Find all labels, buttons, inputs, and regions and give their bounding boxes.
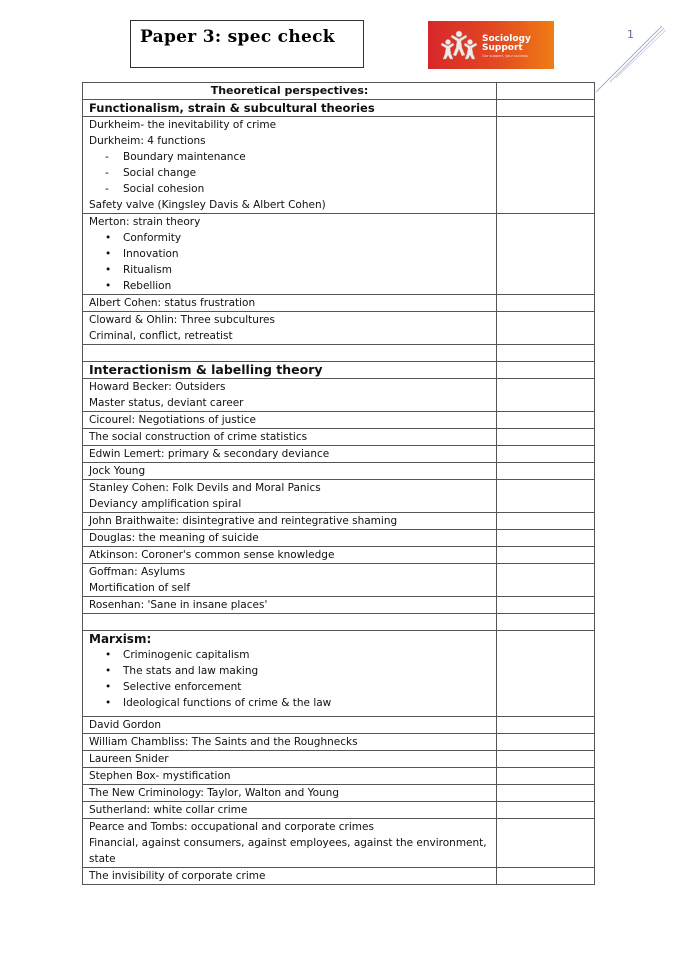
bullet-icon: • xyxy=(105,697,112,709)
dash-bullet-icon: - xyxy=(105,167,109,179)
topic-cell xyxy=(83,597,497,614)
list-item xyxy=(89,695,490,711)
table-row xyxy=(83,312,595,345)
check-cell[interactable] xyxy=(497,463,595,480)
people-figures-icon xyxy=(440,30,478,60)
topic-cell xyxy=(83,631,497,717)
topic-text: Stephen Box- mystification xyxy=(89,770,231,782)
list-item-text: Criminogenic capitalism xyxy=(123,649,250,661)
topic-cell xyxy=(83,819,497,868)
table-row xyxy=(83,214,595,295)
table-row xyxy=(83,379,595,412)
check-cell[interactable] xyxy=(497,214,595,295)
list-item xyxy=(89,149,490,165)
topic-text: Goffman: Asylums xyxy=(89,566,186,578)
table-row xyxy=(83,868,595,885)
topic-cell xyxy=(83,100,497,117)
table-row xyxy=(83,412,595,429)
check-cell[interactable] xyxy=(497,295,595,312)
topic-cell xyxy=(83,734,497,751)
topic-text: state xyxy=(89,853,116,865)
blank-row xyxy=(83,614,595,631)
topic-text: Jock Young xyxy=(89,465,146,477)
list-item-text: Selective enforcement xyxy=(123,681,242,693)
section-heading: Functionalism, strain & subcultural theories xyxy=(89,101,375,115)
table-row xyxy=(83,429,595,446)
topic-cell xyxy=(83,530,497,547)
topic-cell xyxy=(83,312,497,345)
check-cell[interactable] xyxy=(497,734,595,751)
section-row xyxy=(83,100,595,117)
list-item-text: Ideological functions of crime & the law xyxy=(123,697,332,709)
check-cell[interactable] xyxy=(497,717,595,734)
topic-cell xyxy=(83,564,497,597)
topic-text: The social construction of crime statistics xyxy=(89,431,308,443)
check-cell[interactable] xyxy=(497,802,595,819)
topic-text: John Braithwaite: disintegrative and reintegrative shaming xyxy=(89,515,398,527)
topic-cell xyxy=(83,785,497,802)
section-heading: Marxism: xyxy=(89,632,152,646)
topic-text: Sutherland: white collar crime xyxy=(89,804,248,816)
topic-cell xyxy=(83,429,497,446)
topic-cell xyxy=(83,802,497,819)
table-row xyxy=(83,734,595,751)
check-cell[interactable] xyxy=(497,480,595,513)
topic-cell xyxy=(83,345,497,362)
topic-cell xyxy=(83,117,497,214)
table-row xyxy=(83,530,595,547)
table-row xyxy=(83,480,595,513)
topic-cell xyxy=(83,614,497,631)
document-title: Paper 3: spec check xyxy=(140,27,335,47)
table-row xyxy=(83,768,595,785)
list-item xyxy=(89,663,490,679)
table-row xyxy=(83,751,595,768)
logo-tagline: Our support, your success xyxy=(482,54,528,58)
table-row xyxy=(83,513,595,530)
check-cell[interactable] xyxy=(497,819,595,868)
section-row xyxy=(83,362,595,379)
topic-text: Mortification of self xyxy=(89,582,191,594)
topic-text: David Gordon xyxy=(89,719,162,731)
topic-cell xyxy=(83,379,497,412)
dash-bullet-icon: - xyxy=(105,151,109,163)
topic-text: Financial, against consumers, against employees, against the environment, xyxy=(89,837,487,849)
list-item xyxy=(89,165,490,181)
table-row xyxy=(83,446,595,463)
list-item xyxy=(89,246,490,262)
topic-cell xyxy=(83,547,497,564)
topic-text: Master status, deviant career xyxy=(89,397,244,409)
topic-cell xyxy=(83,446,497,463)
table-header: Theoretical perspectives: xyxy=(83,83,497,100)
bullet-icon: • xyxy=(105,264,112,276)
topic-text: The invisibility of corporate crime xyxy=(89,870,266,882)
table-row xyxy=(83,597,595,614)
check-cell[interactable] xyxy=(497,751,595,768)
topic-text: Albert Cohen: status frustration xyxy=(89,297,256,309)
check-cell[interactable] xyxy=(497,83,595,100)
check-cell[interactable] xyxy=(497,379,595,412)
list-item-text: Ritualism xyxy=(123,264,172,276)
bullet-icon: • xyxy=(105,280,112,292)
logo-text-support: Support xyxy=(482,43,523,53)
topic-text: Pearce and Tombs: occupational and corporate crimes xyxy=(89,821,374,833)
dash-bullet-icon: - xyxy=(105,183,109,195)
check-cell[interactable] xyxy=(497,345,595,362)
topic-text: Laureen Snider xyxy=(89,753,169,765)
list-item xyxy=(89,278,490,294)
check-cell[interactable] xyxy=(497,614,595,631)
bullet-icon: • xyxy=(105,681,112,693)
check-cell[interactable] xyxy=(497,631,595,717)
list-item xyxy=(89,230,490,246)
sociology-support-logo xyxy=(428,21,554,69)
check-cell[interactable] xyxy=(497,768,595,785)
topic-text: Edwin Lemert: primary & secondary deviance xyxy=(89,448,330,460)
bullet-icon: • xyxy=(105,665,112,677)
topic-text: Merton: strain theory xyxy=(89,216,201,228)
topic-cell xyxy=(83,412,497,429)
topic-text: Cloward & Ohlin: Three subcultures xyxy=(89,314,275,326)
check-cell[interactable] xyxy=(497,312,595,345)
topic-cell xyxy=(83,513,497,530)
list-item xyxy=(89,181,490,197)
table-row xyxy=(83,819,595,868)
topic-cell xyxy=(83,717,497,734)
topic-text: Howard Becker: Outsiders xyxy=(89,381,226,393)
blank-row xyxy=(83,345,595,362)
topic-cell xyxy=(83,768,497,785)
table-row xyxy=(83,463,595,480)
list-item-text: Innovation xyxy=(123,248,179,260)
table-row xyxy=(83,564,595,597)
check-cell[interactable] xyxy=(497,564,595,597)
topic-text: William Chambliss: The Saints and the Roughnecks xyxy=(89,736,358,748)
list-item xyxy=(89,679,490,695)
topic-text: Cicourel: Negotiations of justice xyxy=(89,414,257,426)
check-cell[interactable] xyxy=(497,429,595,446)
section-row xyxy=(83,631,595,717)
table-row xyxy=(83,547,595,564)
list-item-text: Social cohesion xyxy=(123,183,205,195)
bullet-icon: • xyxy=(105,232,112,244)
page-number: 1 xyxy=(627,28,634,41)
topic-text: Durkheim- the inevitability of crime xyxy=(89,119,277,131)
document-title-box xyxy=(130,20,364,68)
check-cell[interactable] xyxy=(497,446,595,463)
check-cell[interactable] xyxy=(497,868,595,885)
list-item-text: Boundary maintenance xyxy=(123,151,246,163)
table-row xyxy=(83,717,595,734)
logo-text-sociology: Sociology xyxy=(482,34,531,44)
topic-cell xyxy=(83,362,497,379)
check-cell[interactable] xyxy=(497,362,595,379)
topic-text: Atkinson: Coroner's common sense knowledge xyxy=(89,549,335,561)
check-cell[interactable] xyxy=(497,513,595,530)
section-heading: Interactionism & labelling theory xyxy=(89,362,323,377)
topic-text: Safety valve (Kingsley Davis & Albert Cohen) xyxy=(89,199,326,211)
topic-cell xyxy=(83,480,497,513)
table-row xyxy=(83,785,595,802)
topic-text: Durkheim: 4 functions xyxy=(89,135,206,147)
table-row xyxy=(83,295,595,312)
table-row xyxy=(83,117,595,214)
check-cell[interactable] xyxy=(497,785,595,802)
topic-text: Stanley Cohen: Folk Devils and Moral Panics xyxy=(89,482,321,494)
topic-cell xyxy=(83,751,497,768)
topic-cell xyxy=(83,295,497,312)
check-cell[interactable] xyxy=(497,530,595,547)
list-item-text: Rebellion xyxy=(123,280,172,292)
topic-text: Douglas: the meaning of suicide xyxy=(89,532,259,544)
topic-text: The New Criminology: Taylor, Walton and Young xyxy=(89,787,339,799)
check-cell[interactable] xyxy=(497,100,595,117)
list-item-text: Conformity xyxy=(123,232,182,244)
topic-cell xyxy=(83,868,497,885)
table-row xyxy=(83,802,595,819)
topic-text: Rosenhan: 'Sane in insane places' xyxy=(89,599,268,611)
check-cell[interactable] xyxy=(497,597,595,614)
bullet-icon: • xyxy=(105,649,112,661)
check-cell[interactable] xyxy=(497,117,595,214)
topic-text: Criminal, conflict, retreatist xyxy=(89,330,233,342)
list-item xyxy=(89,262,490,278)
topic-text: Deviancy amplification spiral xyxy=(89,498,242,510)
page-corner-decoration-icon xyxy=(594,22,678,96)
check-cell[interactable] xyxy=(497,412,595,429)
bullet-icon: • xyxy=(105,248,112,260)
spec-check-table xyxy=(82,82,595,885)
list-item-text: The stats and law making xyxy=(123,665,259,677)
check-cell[interactable] xyxy=(497,547,595,564)
list-item xyxy=(89,647,490,663)
list-item-text: Social change xyxy=(123,167,197,179)
topic-cell xyxy=(83,463,497,480)
topic-cell xyxy=(83,214,497,295)
table-header-row xyxy=(83,83,595,100)
